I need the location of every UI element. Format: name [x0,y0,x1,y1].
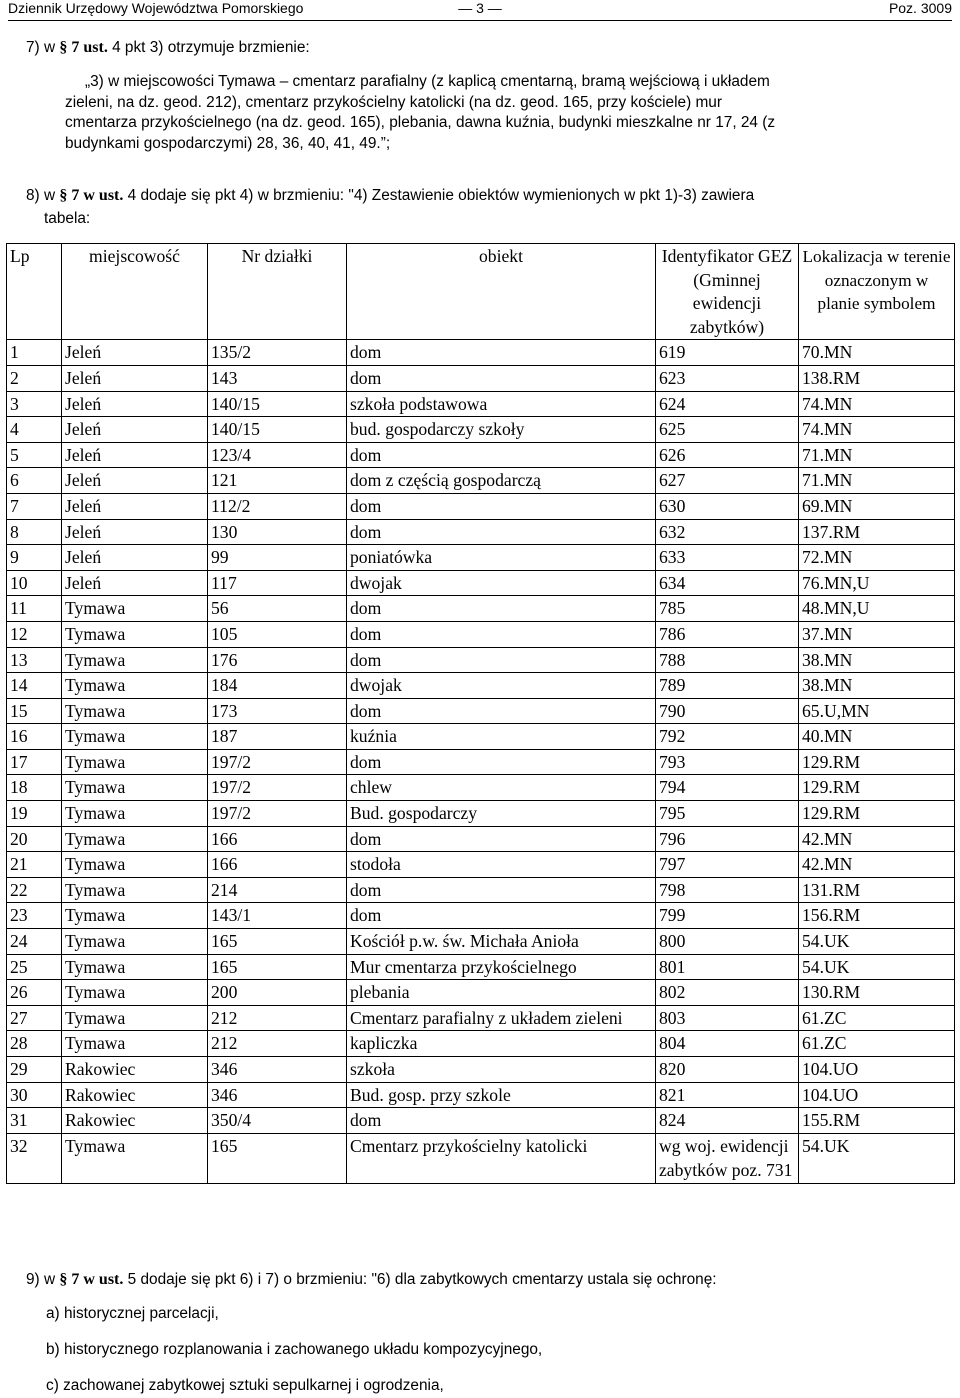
cell-locality: Tymawa [62,1005,208,1031]
cell-locality: Tymawa [62,903,208,929]
header-location: Lokalizacja w terenie oznaczonym w planie symbolem [799,244,955,340]
cell-location: 38.MN [799,673,955,699]
quoted-amendment [65,72,949,154]
cell-lp: 3 [7,391,62,417]
cell-lp: 14 [7,673,62,699]
cell-gez-id: 785 [656,596,799,622]
table-row [7,1031,955,1057]
cell-gez-id: 821 [656,1082,799,1108]
cell-locality: Jeleń [62,545,208,571]
cell-locality: Jeleń [62,442,208,468]
monuments-table [6,243,955,1184]
cell-gez-id: 634 [656,570,799,596]
cell-location: 61.ZC [799,1005,955,1031]
cell-locality: Tymawa [62,980,208,1006]
paragraph-9 [26,1270,717,1290]
cell-location: 71.MN [799,468,955,494]
cell-plot: 99 [208,545,347,571]
cell-object: chlew [347,775,656,801]
cell-gez-id: 795 [656,801,799,827]
cell-lp: 4 [7,417,62,443]
cell-gez-id: 624 [656,391,799,417]
cell-locality: Jeleń [62,417,208,443]
table-row [7,852,955,878]
cell-plot: 140/15 [208,417,347,443]
table-row [7,442,955,468]
paragraph-7-section: § 7 ust. [59,39,108,56]
cell-object: dom z częścią gospodarczą [347,468,656,494]
table-row [7,1082,955,1108]
quote-line: cmentarza przykościelnego (na dz. geod. 165), plebania, dawna kuźnia, budynki mieszkalne nr 17, 24 (z [65,114,776,131]
cell-object: dom [347,442,656,468]
cell-gez-id: 792 [656,724,799,750]
cell-object: szkoła podstawowa [347,391,656,417]
cell-object: Kościół p.w. św. Michała Anioła [347,929,656,955]
cell-gez-id: 794 [656,775,799,801]
cell-locality: Rakowiec [62,1082,208,1108]
list-item: c) zachowanej zabytkowej sztuki sepulkarnej i ogrodzenia, [46,1377,444,1394]
header-locality: miejscowość [62,244,208,340]
quote-line: „3) w miejscowości Tymawa – cmentarz parafialny (z kaplicą cmentarną, bramą wejściową i układem [85,73,770,90]
cell-object: dom [347,493,656,519]
table-row [7,545,955,571]
cell-location: 129.RM [799,775,955,801]
cell-object: dom [347,596,656,622]
cell-lp: 10 [7,570,62,596]
cell-plot: 140/15 [208,391,347,417]
cell-object: dom [347,749,656,775]
cell-gez-id: 802 [656,980,799,1006]
cell-location: 130.RM [799,980,955,1006]
cell-plot: 173 [208,698,347,724]
cell-locality: Jeleń [62,365,208,391]
table-row [7,775,955,801]
table-row [7,647,955,673]
cell-lp: 2 [7,365,62,391]
header-plot-number: Nr działki [208,244,347,340]
cell-gez-id: 793 [656,749,799,775]
cell-location: 155.RM [799,1108,955,1134]
cell-gez-id: 632 [656,519,799,545]
cell-gez-id: 623 [656,365,799,391]
cell-plot: 197/2 [208,775,347,801]
cell-location: 74.MN [799,417,955,443]
paragraph-8-num: 8) w [26,187,56,204]
cell-locality: Tymawa [62,1133,208,1183]
cell-lp: 17 [7,749,62,775]
cell-plot: 166 [208,852,347,878]
cell-plot: 350/4 [208,1108,347,1134]
cell-location: 104.UO [799,1082,955,1108]
cell-lp: 29 [7,1057,62,1083]
table-row [7,1108,955,1134]
cell-location: 156.RM [799,903,955,929]
table-row [7,673,955,699]
cell-gez-id: 798 [656,877,799,903]
table-row [7,1133,955,1183]
cell-gez-id: 625 [656,417,799,443]
paragraph-8 [26,184,950,230]
cell-gez-id: 797 [656,852,799,878]
quote-line: budynkami gospodarczymi) 28, 36, 40, 41, 49.”; [65,134,391,152]
paragraph-9-text: 5 dodaje się pkt 6) i 7) o brzmieniu: "6) dla zabytkowych cmentarzy ustala się ochronę: [127,1271,717,1288]
cell-locality: Rakowiec [62,1108,208,1134]
cell-lp: 20 [7,826,62,852]
cell-locality: Tymawa [62,724,208,750]
cell-lp: 8 [7,519,62,545]
cell-gez-id: 799 [656,903,799,929]
cell-locality: Jeleń [62,493,208,519]
cell-object: dom [347,340,656,366]
cell-lp: 23 [7,903,62,929]
cell-location: 42.MN [799,852,955,878]
cell-lp: 19 [7,801,62,827]
cell-plot: 165 [208,929,347,955]
cell-plot: 143 [208,365,347,391]
table-row [7,877,955,903]
page-number: — 3 — [458,0,502,16]
table-row [7,826,955,852]
cell-location: 38.MN [799,647,955,673]
cell-object: Bud. gospodarczy [347,801,656,827]
cell-locality: Tymawa [62,647,208,673]
cell-gez-id: 804 [656,1031,799,1057]
cell-locality: Tymawa [62,826,208,852]
cell-gez-id: 633 [656,545,799,571]
table-row [7,519,955,545]
cell-locality: Jeleń [62,468,208,494]
cell-plot: 346 [208,1057,347,1083]
header-gez-id: Identyfikator GEZ (Gminnej ewidencji zabytków) [656,244,799,340]
paragraph-8-text: 4 dodaje się pkt 4) w brzmieniu: "4) Zestawienie obiektów wymienionych w pkt 1)-3) zawiera [127,187,755,204]
cell-lp: 25 [7,954,62,980]
cell-locality: Rakowiec [62,1057,208,1083]
cell-lp: 21 [7,852,62,878]
table-row [7,570,955,596]
cell-lp: 28 [7,1031,62,1057]
table-row [7,621,955,647]
cell-lp: 18 [7,775,62,801]
table-row [7,1005,955,1031]
cell-location: 137.RM [799,519,955,545]
paragraph-7-num: 7) w [26,39,56,56]
cell-plot: 212 [208,1031,347,1057]
table-row [7,749,955,775]
cell-plot: 197/2 [208,801,347,827]
table-row [7,493,955,519]
table-row [7,340,955,366]
cell-locality: Tymawa [62,596,208,622]
table-body [7,340,955,1184]
cell-plot: 200 [208,980,347,1006]
paragraph-9-section: § 7 w ust. [59,1271,124,1288]
cell-plot: 184 [208,673,347,699]
cell-object: dom [347,621,656,647]
table-row [7,929,955,955]
cell-locality: Tymawa [62,1031,208,1057]
cell-location: 71.MN [799,442,955,468]
cell-location: 104.UO [799,1057,955,1083]
cell-location: 54.UK [799,954,955,980]
cell-gez-id: wg woj. ewidencji zabytków poz. 731 [656,1133,799,1183]
cell-lp: 5 [7,442,62,468]
cell-location: 48.MN,U [799,596,955,622]
table-row [7,954,955,980]
position-number: Poz. 3009 [888,0,952,16]
cell-plot: 346 [208,1082,347,1108]
cell-lp: 7 [7,493,62,519]
cell-location: 37.MN [799,621,955,647]
table-row [7,980,955,1006]
cell-locality: Tymawa [62,673,208,699]
table-row [7,365,955,391]
table-row [7,391,955,417]
cell-plot: 130 [208,519,347,545]
cell-plot: 212 [208,1005,347,1031]
cell-lp: 12 [7,621,62,647]
cell-plot: 176 [208,647,347,673]
cell-lp: 22 [7,877,62,903]
cell-gez-id: 789 [656,673,799,699]
cell-location: 131.RM [799,877,955,903]
cell-plot: 166 [208,826,347,852]
list-item: a) historycznej parcelacji, [46,1305,219,1322]
cell-object: poniatówka [347,545,656,571]
header-object: obiekt [347,244,656,340]
cell-gez-id: 801 [656,954,799,980]
cell-object: dom [347,877,656,903]
cell-object: dom [347,903,656,929]
cell-location: 129.RM [799,749,955,775]
cell-lp: 27 [7,1005,62,1031]
paragraph-7-text: 4 pkt 3) otrzymuje brzmienie: [112,39,310,56]
cell-locality: Jeleń [62,340,208,366]
cell-lp: 6 [7,468,62,494]
cell-lp: 16 [7,724,62,750]
cell-plot: 135/2 [208,340,347,366]
table-row [7,801,955,827]
cell-object: bud. gospodarczy szkoły [347,417,656,443]
cell-location: 69.MN [799,493,955,519]
page-header [8,0,952,21]
paragraph-8-line2: tabela: [44,210,91,227]
cell-object: dom [347,1108,656,1134]
paragraph-9-num: 9) w [26,1271,56,1288]
cell-object: dwojak [347,570,656,596]
cell-location: 42.MN [799,826,955,852]
cell-lp: 9 [7,545,62,571]
table-header-row [7,244,955,340]
cell-locality: Jeleń [62,519,208,545]
cell-object: szkoła [347,1057,656,1083]
cell-lp: 13 [7,647,62,673]
cell-plot: 197/2 [208,749,347,775]
cell-object: dom [347,365,656,391]
cell-gez-id: 803 [656,1005,799,1031]
paragraph-8-section: § 7 w ust. [59,187,124,204]
cell-location: 76.MN,U [799,570,955,596]
cell-plot: 117 [208,570,347,596]
cell-object: Bud. gosp. przy szkole [347,1082,656,1108]
cell-gez-id: 820 [656,1057,799,1083]
cell-object: kuźnia [347,724,656,750]
cell-object: dom [347,647,656,673]
cell-lp: 30 [7,1082,62,1108]
journal-title: Dziennik Urzędowy Województwa Pomorskiego [8,0,304,16]
quote-line: zieleni, na dz. geod. 212), cmentarz przykościelny katolicki (na dz. geod. 165, przy kościele) mur [65,93,722,111]
cell-location: 129.RM [799,801,955,827]
cell-location: 40.MN [799,724,955,750]
cell-plot: 121 [208,468,347,494]
cell-object: dom [347,826,656,852]
header-lp: Lp [7,244,62,340]
cell-locality: Jeleń [62,570,208,596]
table-row [7,596,955,622]
cell-location: 61.ZC [799,1031,955,1057]
cell-plot: 187 [208,724,347,750]
cell-locality: Tymawa [62,954,208,980]
cell-plot: 56 [208,596,347,622]
cell-locality: Tymawa [62,929,208,955]
cell-object: Cmentarz parafialny z układem zieleni [347,1005,656,1031]
cell-location: 54.UK [799,1133,955,1183]
list-item: b) historycznego rozplanowania i zachowanego układu kompozycyjnego, [46,1341,543,1358]
cell-plot: 214 [208,877,347,903]
cell-object: dom [347,698,656,724]
cell-object: dwojak [347,673,656,699]
cell-plot: 143/1 [208,903,347,929]
cell-lp: 31 [7,1108,62,1134]
cell-locality: Tymawa [62,852,208,878]
table-row [7,468,955,494]
cell-lp: 24 [7,929,62,955]
cell-location: 74.MN [799,391,955,417]
cell-location: 70.MN [799,340,955,366]
table-row [7,1057,955,1083]
cell-object: stodoła [347,852,656,878]
cell-gez-id: 790 [656,698,799,724]
cell-location: 138.RM [799,365,955,391]
cell-locality: Tymawa [62,749,208,775]
cell-lp: 15 [7,698,62,724]
cell-object: Mur cmentarza przykościelnego [347,954,656,980]
cell-object: plebania [347,980,656,1006]
cell-location: 72.MN [799,545,955,571]
cell-locality: Tymawa [62,801,208,827]
cell-plot: 123/4 [208,442,347,468]
cell-gez-id: 627 [656,468,799,494]
cell-location: 54.UK [799,929,955,955]
cell-locality: Tymawa [62,621,208,647]
cell-object: Cmentarz przykościelny katolicki [347,1133,656,1183]
table-row [7,903,955,929]
cell-plot: 165 [208,954,347,980]
cell-gez-id: 796 [656,826,799,852]
cell-gez-id: 630 [656,493,799,519]
cell-object: dom [347,519,656,545]
table-row [7,724,955,750]
cell-locality: Tymawa [62,877,208,903]
cell-gez-id: 824 [656,1108,799,1134]
table-row [7,417,955,443]
cell-plot: 112/2 [208,493,347,519]
cell-lp: 32 [7,1133,62,1183]
cell-gez-id: 800 [656,929,799,955]
paragraph-7 [26,38,310,58]
cell-gez-id: 626 [656,442,799,468]
cell-plot: 105 [208,621,347,647]
cell-lp: 11 [7,596,62,622]
cell-object: kapliczka [347,1031,656,1057]
cell-location: 65.U,MN [799,698,955,724]
cell-locality: Tymawa [62,775,208,801]
cell-lp: 1 [7,340,62,366]
cell-plot: 165 [208,1133,347,1183]
cell-gez-id: 786 [656,621,799,647]
cell-locality: Tymawa [62,698,208,724]
cell-lp: 26 [7,980,62,1006]
cell-gez-id: 619 [656,340,799,366]
table-row [7,698,955,724]
cell-locality: Jeleń [62,391,208,417]
cell-gez-id: 788 [656,647,799,673]
